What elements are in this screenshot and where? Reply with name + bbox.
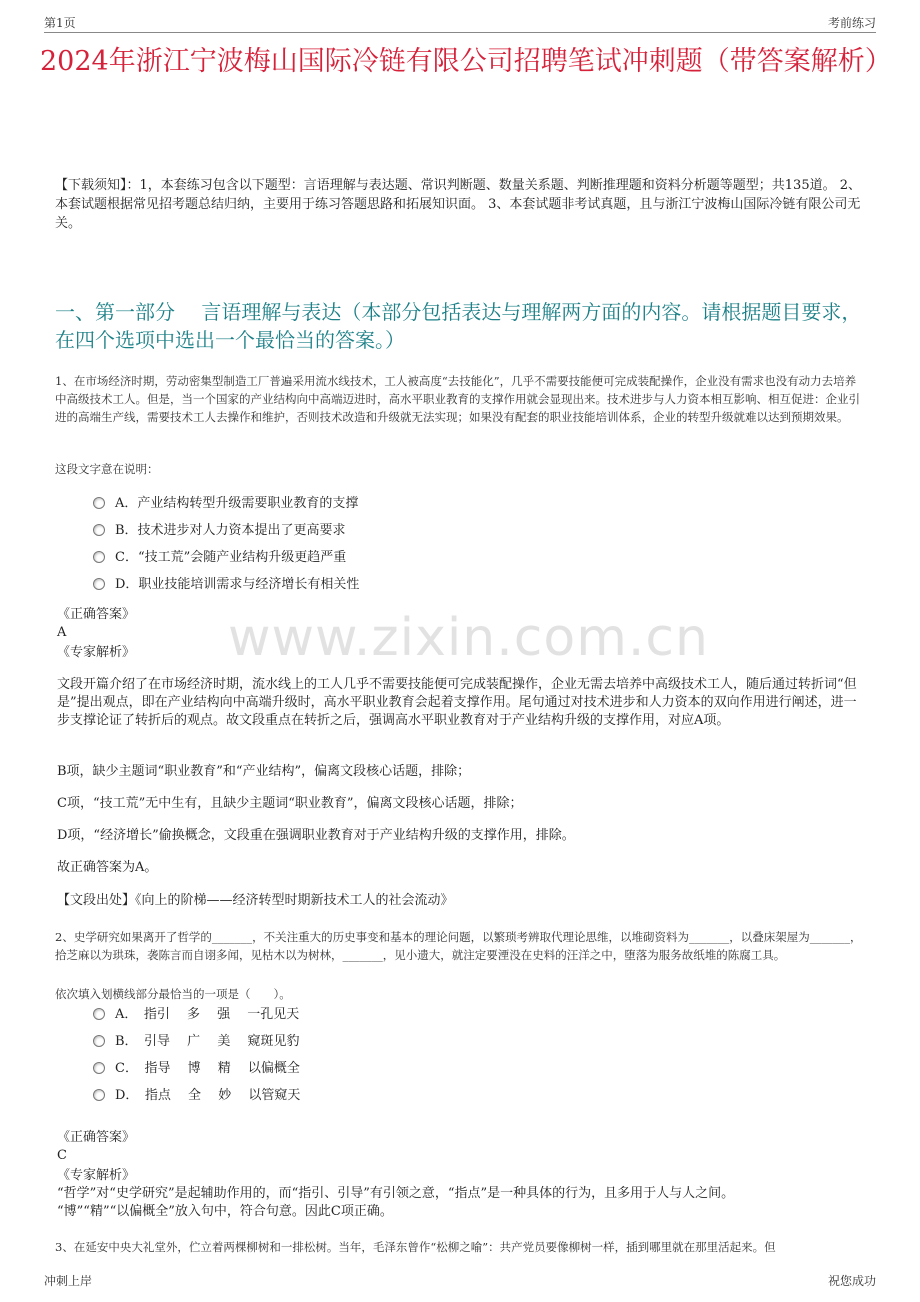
q1-prompt: 这段文字意在说明：: [55, 462, 159, 476]
option-label: D．职业技能培训需求与经济增长有相关性: [115, 577, 360, 592]
q1-stem: 1、在市场经济时期，劳动密集型制造工厂普遍采用流水线技术，工人被高度“去技能化”，几乎不需要技能便可完成装配操作，企业没有需求也没有动力去培养中高级技术工人。但是，当一个国家的产业结构向中高端迈进时，高水平职业教育的支撑作用就会显现出来。技术进步与人力资本相互影响、相互促进：企业引进的高端生产线，需要技术工人去操作和维护，否则技术改造和升级就无法实现；如果没有配套的职业技能培训体系，企业的转型升级就难以达到预期效果。: [55, 374, 860, 424]
radio-icon[interactable]: [93, 497, 105, 509]
q1-analysis-c: C项，“技工荒”无中生有，且缺少主题词“职业教育”，偏离文段核心话题，排除；: [57, 796, 523, 811]
radio-icon[interactable]: [93, 1035, 105, 1047]
page-number: 第1页: [44, 16, 76, 30]
q1-option-b[interactable]: [93, 521, 346, 541]
option-label: C．“技工荒”会随产业结构升级更趋严重: [115, 550, 347, 565]
radio-icon[interactable]: [93, 1062, 105, 1074]
q2-prompt: 依次填入划横线部分最恰当的一项是（ ）。: [55, 987, 291, 1001]
q2-stem: 2、史学研究如果离开了哲学的_______，不关注重大的历史事变和基本的理论问题，以繁琐考辨取代理论思维，以堆砌资料为_______，以叠床架屋为_______，拾芝麻以为珙珠，袭陈言而自诩多闻，见枯木以为树林，_______，见小遗大，就注定要湮没在史料的汪洋之中，堕落为服务故纸堆的陈腐工具。: [55, 930, 862, 962]
q1-option-d[interactable]: [93, 575, 359, 595]
q2-analysis-label: 《专家解析》: [57, 1168, 136, 1183]
q1-analysis-label: 《专家解析》: [57, 645, 136, 660]
q2-analysis-1: “哲学”对“史学研究”是起辅助作用的，而“指引、引导”有引领之意，“指点”是一种具体的行为，且多用于人与人之间。: [57, 1186, 735, 1201]
document-title: 2024年浙江宁波梅山国际冷链有限公司招聘笔试冲刺题（带答案解析）: [40, 46, 892, 77]
q1-analysis-d: D项，“经济增长”偷换概念，文段重在强调职业教育对于产业结构升级的支撑作用，排除。: [57, 828, 575, 843]
q1-answer: A: [57, 625, 67, 640]
q2-option-c[interactable]: [93, 1059, 300, 1079]
option-label: A． 指引 多 强 一孔见天: [115, 1007, 300, 1022]
q2-analysis-2: “博”“精”“以偏概全”放入句中，符合句意。因此C项正确。: [57, 1204, 393, 1219]
q2-option-d[interactable]: [93, 1086, 300, 1106]
option-label: A．产业结构转型升级需要职业教育的支撑: [115, 496, 359, 511]
q1-option-c[interactable]: [93, 548, 346, 568]
footer-right: 祝您成功: [827, 1274, 876, 1288]
download-notice: 【下载须知】：1，本套练习包含以下题型：言语理解与表达题、常识判断题、数量关系题、判断推理题和资料分析题等题型；共135道。 2、本套试题根据常见招考题总结归纳，主要用于练习答题思路和拓展知识面。 3、本套试题非考试真题，且与浙江宁波梅山国际冷链有限公司无关。: [55, 178, 861, 231]
option-label: C． 指导 博 精 以偏概全: [115, 1061, 300, 1076]
q1-analysis-main: 文段开篇介绍了在市场经济时期，流水线上的工人几乎不需要技能便可完成装配操作，企业无需去培养中高级技术工人，随后通过转折词“但是”提出观点，即在产业结构向中高端升级时，高水平职业教育会起着支撑作用。尾句通过对技术进步和人力资本的双向作用进行阐述，进一步支撑论证了转折后的观点。故文段重点在转折之后，强调高水平职业教育对于产业结构升级的支撑作用，对应A项。: [57, 677, 857, 728]
radio-icon[interactable]: [93, 524, 105, 536]
radio-icon[interactable]: [93, 551, 105, 563]
q1-analysis-b: B项，缺少主题词“职业教育”和“产业结构”，偏离文段核心话题，排除；: [57, 764, 471, 779]
radio-icon[interactable]: [93, 1008, 105, 1020]
page-header: [44, 12, 876, 33]
radio-icon[interactable]: [93, 578, 105, 590]
radio-icon[interactable]: [93, 1089, 105, 1101]
option-label: B． 引导 广 美 窥斑见豹: [115, 1034, 300, 1049]
option-label: D． 指点 全 妙 以管窥天: [115, 1088, 301, 1103]
q1-answer-label: 《正确答案》: [57, 607, 136, 622]
footer-left: 冲刺上岸: [44, 1274, 93, 1288]
q2-option-a[interactable]: [93, 1005, 299, 1025]
q2-answer: C: [57, 1148, 67, 1163]
option-label: B．技术进步对人力资本提出了更高要求: [115, 523, 346, 538]
q2-option-b[interactable]: [93, 1032, 299, 1052]
header-tag: 考前练习: [827, 16, 876, 30]
section-heading: 一、第一部分 言语理解与表达（本部分包括表达与理解两方面的内容。请根据题目要求，在四个选项中选出一个最恰当的答案。）: [55, 300, 862, 352]
q1-option-a[interactable]: [93, 494, 358, 514]
q2-answer-label: 《正确答案》: [57, 1130, 136, 1145]
q1-source: 【文段出处】《向上的阶梯——经济转型时期新技术工人的社会流动》: [57, 893, 454, 908]
q1-analysis-conclusion: 故正确答案为A。: [57, 860, 158, 875]
watermark: www.zixin.com.cn: [228, 608, 709, 668]
q3-stem: 3、在延安中央大礼堂外，伫立着两棵柳树和一排松树。当年，毛泽东曾作“松柳之喻”：共产党员要像柳树一样，插到哪里就在那里活起来。但: [55, 1240, 776, 1254]
